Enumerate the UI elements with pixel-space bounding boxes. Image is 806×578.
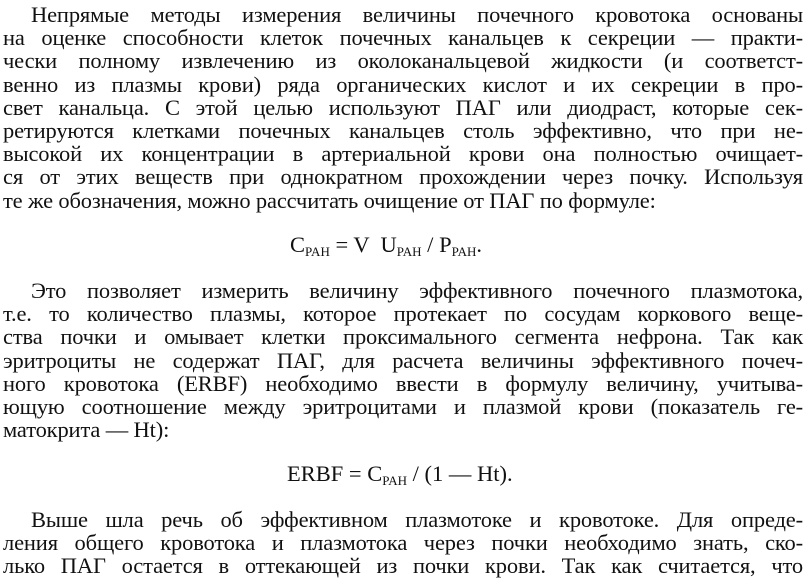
formula-p: P <box>439 232 452 257</box>
text-line: ющую соотношение между эритроцитами и плазмой крови (показатель ге- <box>3 394 803 420</box>
formula-u: U <box>380 232 397 257</box>
formula-erbf-left: ERBF = C <box>287 461 383 486</box>
text-line: т.е. то количество плазмы, которое протекает по сосудам коркового веще- <box>3 301 803 327</box>
formula-subscript: PAH <box>396 244 422 259</box>
text-line: высокой их концентрации в артериальной крови она полностью очищает- <box>3 141 803 167</box>
text-line: ства почки и омывает клетки проксимального сегмента нефрона. Так как <box>3 324 803 350</box>
text-line: венно из плазмы крови) ряда органических кислот и их секреции в про- <box>3 71 803 97</box>
paragraph-indirect-methods <box>3 3 803 212</box>
formula-divide: / <box>421 232 440 257</box>
formula-equals-v: = V <box>329 232 381 257</box>
text-line: лько ПАГ остается в оттекающей из почки крови. Так как считается, что <box>3 553 803 578</box>
text-line: чески полному извлечению из околоканальцевой жидкости (и соответст- <box>3 48 803 74</box>
formula-pah-clearance <box>290 232 482 260</box>
formula-erbf-right: / (1 — Ht). <box>407 461 513 486</box>
paragraph-plasma-flow <box>3 279 803 441</box>
formula-c: C <box>290 232 306 257</box>
formula-end: . <box>476 232 483 257</box>
text-line: Выше шла речь об эффективном плазмотоке и кровотоке. Для опреде- <box>31 507 803 532</box>
formula-subscript: PAH <box>451 244 477 259</box>
text-line: ретируются клетками почечных канальцев столь эффективно, что при не- <box>3 118 803 144</box>
formula-subscript: PAH <box>305 244 330 259</box>
text-line: Это позволяет измерить величину эффективного почечного плазмотока, <box>31 278 803 303</box>
text-line: свет канальца. С этой целью используют ПАГ или диодраст, которые сек- <box>3 94 803 120</box>
text-line: эритроциты не содержат ПАГ, для расчета величины эффективного почеч- <box>3 347 803 373</box>
text-line: Непрямые методы измерения величины почечного кровотока основаны <box>31 2 803 27</box>
text-line: матокрита — Ht): <box>3 417 170 443</box>
text-line: на оценке способности клеток почечных канальцев к секреции — практи- <box>3 25 803 51</box>
text-line: ся от этих веществ при однократном прохождении через почку. Используя <box>3 164 803 190</box>
text-line: ного кровотока (ERBF) необходимо ввести в формулу величину, учитыва- <box>3 370 803 396</box>
text-line: ления общего кровотока и плазмотока через почки необходимо знать, ско- <box>3 530 803 556</box>
formula-subscript: PAH <box>382 473 408 488</box>
paragraph-total-flow <box>3 508 803 578</box>
text-line: те же обозначения, можно рассчитать очищение от ПАГ по формуле: <box>3 187 656 213</box>
formula-erbf <box>287 461 513 489</box>
